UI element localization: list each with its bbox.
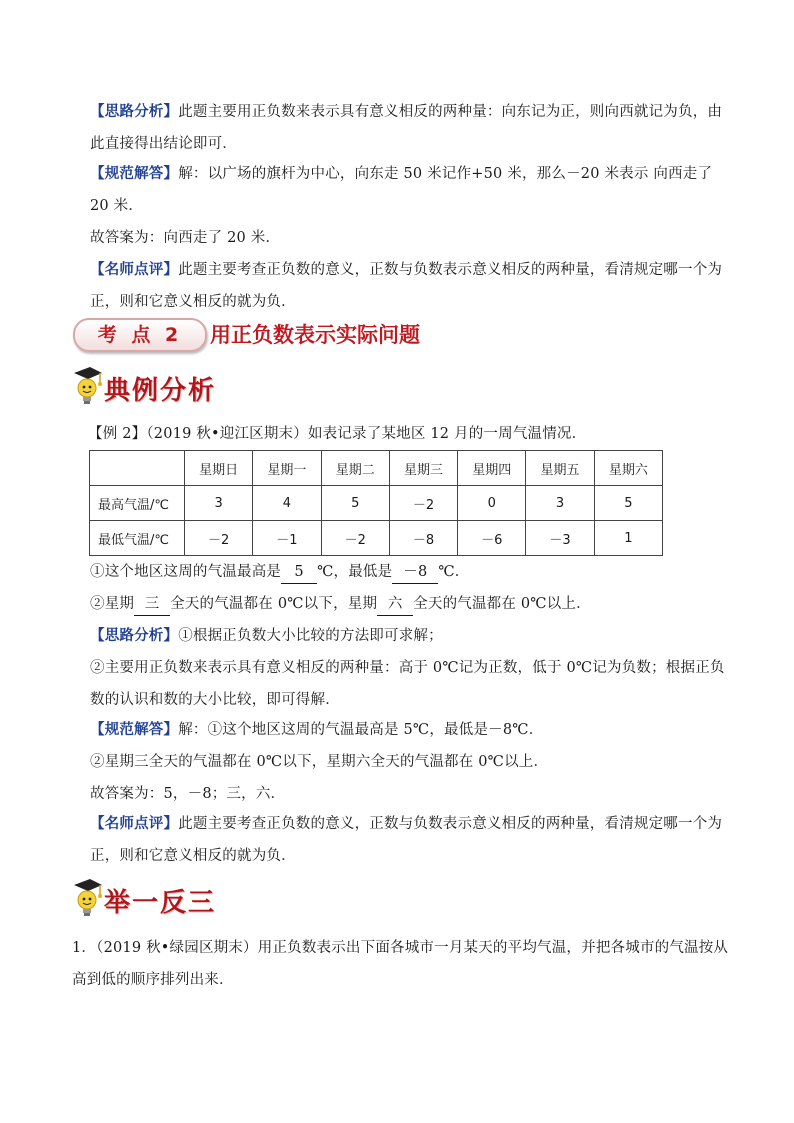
example-analysis-line2: ②主要用正负数来表示具有意义相反的两种量：高于 0℃记为正数，低于 0℃记为负数；根据正负数的认识和数的大小比较，即可得解． (90, 660, 725, 708)
temperature-table (89, 450, 663, 556)
table-header-cell: 星期三 (389, 451, 457, 486)
analysis-text: 此题主要用正负数来表示具有意义相反的两种量：向东记为正，则向西就记为负，由此直接得出结论即可． (90, 104, 723, 152)
q1-prefix: ①这个地区这周的气温最高是 (90, 564, 282, 580)
example-comment-text: 此题主要考查正负数的意义，正数与负数表示意义相反的两种量，看清规定哪一个为正，则和它意义相反的就为负． (90, 816, 723, 864)
intro-comment (90, 254, 730, 318)
example-text: （2019 秋•迎江区期末）如表记录了某地区 12 月的一周气温情况． (146, 426, 587, 442)
example-section-title: 典例分析 (104, 376, 217, 406)
table-cell: 5 (321, 486, 389, 521)
table-header-cell: 星期日 (185, 451, 253, 486)
table-header-cell (90, 451, 185, 486)
q2-mid: 全天的气温都在 0℃以下，星期 (170, 596, 378, 612)
table-cell: －6 (458, 521, 526, 556)
comment-text: 此题主要考查正负数的意义，正数与负数表示意义相反的两种量，看清规定哪一个为正，则和它意义相反的就为负． (90, 262, 723, 310)
example-solution-line2: ②星期三全天的气温都在 0℃以下，星期六全天的气温都在 0℃以上． (90, 754, 549, 770)
kaodian-title: 用正负数表示实际问题 (210, 323, 420, 347)
q1-suffix: ℃． (438, 564, 470, 580)
table-row-label: 最低气温/℃ (90, 521, 185, 556)
table-cell: 3 (185, 486, 253, 521)
example-comment (90, 808, 730, 872)
example-solution-text: 解：①这个地区这周的气温最高是 5℃，最低是－8℃． (178, 722, 544, 738)
q1-mid: ℃，最低是 (317, 564, 393, 580)
example-analysis-line1 (90, 620, 730, 652)
table-header-cell: 星期一 (253, 451, 321, 486)
q1-answer-blank: 5 (281, 561, 317, 584)
table-header-cell: 星期四 (458, 451, 526, 486)
example-statement (88, 418, 728, 450)
table-header-cell: 星期五 (526, 451, 594, 486)
comment-tag: 【名师点评】 (90, 261, 179, 278)
table-row-label: 最高气温/℃ (90, 486, 185, 521)
q2-suffix: 全天的气温都在 0℃以上． (413, 596, 591, 612)
q2-answer-blank: 六 (377, 593, 413, 616)
table-cell: 4 (253, 486, 321, 521)
question-2 (90, 588, 730, 620)
solution-tag: 【规范解答】 (90, 165, 179, 182)
practice-section-title: 举一反三 (104, 888, 217, 918)
table-header-cell: 星期六 (594, 451, 662, 486)
practice-item-1: 1．（2019 秋•绿园区期末）用正负数表示出下面各城市一月某天的平均气温，并把各城市的气温按从高到低的顺序排列出来． (72, 940, 729, 988)
kaodian-badge: 考 点 2 (73, 318, 207, 352)
table-cell: －2 (389, 486, 457, 521)
q1-answer-blank: －8 (392, 561, 438, 584)
example-analysis-text: ①根据正负数大小比较的方法即可求解； (178, 628, 443, 644)
example-analysis-tag: 【思路分析】 (90, 627, 179, 644)
question-1 (90, 556, 730, 588)
example-comment-tag: 【名师点评】 (90, 815, 179, 832)
table-header-cell: 星期二 (321, 451, 389, 486)
example-tag: 【例 2】 (88, 426, 147, 442)
table-cell: －3 (526, 521, 594, 556)
table-header-row (90, 451, 663, 486)
table-row (90, 521, 663, 556)
table-cell: －8 (389, 521, 457, 556)
example-answer: 故答案为：5，－8；三，六． (90, 786, 286, 802)
table-cell: －2 (321, 521, 389, 556)
q2-prefix: ②星期 (90, 596, 135, 612)
table-cell: －2 (185, 521, 253, 556)
table-cell: 3 (526, 486, 594, 521)
scholar-lightbulb-icon (70, 364, 104, 408)
example-solution-tag: 【规范解答】 (90, 721, 179, 738)
intro-solution (90, 158, 730, 222)
table-cell: 5 (594, 486, 662, 521)
intro-answer: 故答案为：向西走了 20 米． (90, 230, 281, 246)
example-solution-line1 (90, 714, 730, 746)
solution-text: 解：以广场的旗杆为中心，向东走 50 米记作+50 米，那么－20 米表示 向西走了 20 米． (90, 166, 713, 214)
table-cell: 1 (594, 521, 662, 556)
q2-answer-blank: 三 (134, 593, 170, 616)
scholar-lightbulb-icon (70, 876, 104, 920)
table-cell: －1 (253, 521, 321, 556)
analysis-tag: 【思路分析】 (90, 103, 179, 120)
table-row (90, 486, 663, 521)
intro-analysis (90, 96, 730, 160)
table-cell: 0 (458, 486, 526, 521)
